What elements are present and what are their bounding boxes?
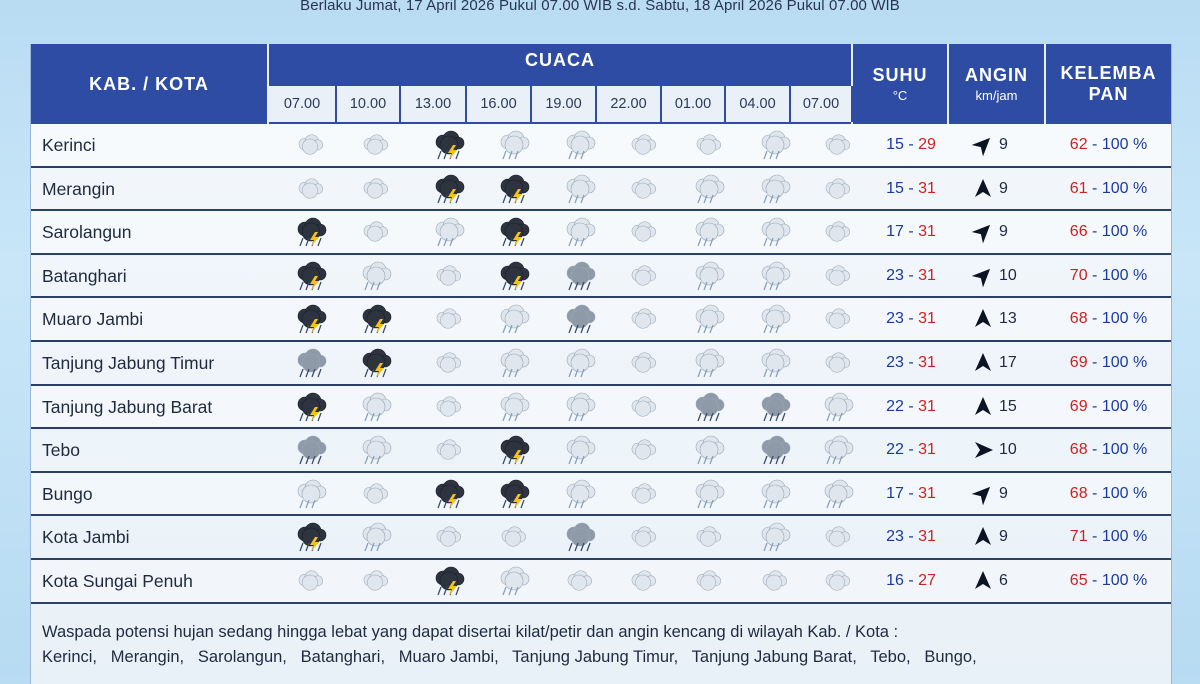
rain-icon bbox=[689, 347, 729, 379]
wind-speed: 17 bbox=[999, 354, 1017, 371]
wind-cell bbox=[949, 429, 1049, 471]
rain-icon bbox=[689, 173, 729, 205]
cloud-icon bbox=[689, 565, 729, 597]
rain-icon bbox=[689, 391, 729, 423]
table-row bbox=[31, 255, 1171, 299]
cloud-icon bbox=[624, 129, 664, 161]
wind-direction-icon bbox=[971, 133, 995, 157]
rain-icon bbox=[560, 521, 600, 553]
rain-icon bbox=[291, 434, 331, 466]
rain-icon bbox=[494, 565, 534, 597]
temp-max: 31 bbox=[918, 266, 936, 284]
rain-icon bbox=[755, 391, 795, 423]
city-name: Tebo bbox=[42, 440, 80, 461]
city-name: Bungo bbox=[42, 483, 93, 504]
cloud-icon bbox=[291, 173, 331, 205]
humidity-max: - 100 % bbox=[1087, 572, 1148, 589]
humidity-min: 69 bbox=[1069, 354, 1088, 371]
temp-min: 23 bbox=[886, 266, 904, 284]
rain-icon bbox=[755, 216, 795, 248]
temp-min: 22 bbox=[886, 397, 904, 415]
humidity-max: - 100 % bbox=[1087, 266, 1148, 284]
humidity-range bbox=[1046, 124, 1171, 166]
temp-separator: - bbox=[903, 528, 919, 546]
temp-separator: - bbox=[903, 223, 919, 241]
wind-direction-icon bbox=[971, 307, 995, 331]
rain-icon bbox=[689, 260, 729, 292]
cloud-icon bbox=[429, 434, 469, 466]
rain-icon bbox=[560, 434, 600, 466]
temp-max: 31 bbox=[918, 397, 936, 415]
cloud-icon bbox=[356, 216, 396, 248]
humidity-max: - 100 % bbox=[1087, 528, 1148, 546]
temp-max: 31 bbox=[918, 484, 936, 502]
temp-max: 27 bbox=[918, 572, 936, 589]
humidity-max: - 100 % bbox=[1087, 310, 1148, 328]
cloud-icon bbox=[624, 478, 664, 510]
rain-icon bbox=[689, 434, 729, 466]
rain-icon bbox=[689, 216, 729, 248]
wind-speed: 9 bbox=[999, 179, 1008, 197]
table-row bbox=[31, 124, 1171, 168]
rain-icon bbox=[560, 216, 600, 248]
wind-speed: 13 bbox=[999, 310, 1017, 328]
wind-cell bbox=[949, 168, 1049, 210]
temp-min: 17 bbox=[886, 484, 904, 502]
thunderstorm-icon bbox=[429, 129, 469, 161]
city-name: Kota Jambi bbox=[42, 527, 130, 548]
header-angin bbox=[949, 44, 1046, 124]
cloud-icon bbox=[624, 434, 664, 466]
time-slot: 10.00 bbox=[337, 86, 401, 122]
city-name: Batanghari bbox=[42, 265, 127, 286]
thunderstorm-icon bbox=[429, 565, 469, 597]
wind-speed: 10 bbox=[999, 266, 1017, 284]
temp-separator: - bbox=[903, 266, 919, 284]
humidity-max: - 100 % bbox=[1087, 223, 1148, 241]
time-slot: 19.00 bbox=[532, 86, 597, 122]
cloud-icon bbox=[356, 173, 396, 205]
temp-min: 17 bbox=[886, 223, 904, 241]
humidity-min: 68 bbox=[1069, 484, 1088, 502]
temp-separator: - bbox=[903, 397, 919, 415]
cloud-icon bbox=[429, 391, 469, 423]
header-kelembapan-line2: PAN bbox=[1088, 84, 1129, 104]
cloud-icon bbox=[624, 260, 664, 292]
wind-cell bbox=[949, 516, 1049, 558]
thunderstorm-icon bbox=[494, 216, 534, 248]
rain-icon bbox=[560, 347, 600, 379]
thunderstorm-icon bbox=[356, 347, 396, 379]
rain-icon bbox=[755, 521, 795, 553]
rain-icon bbox=[560, 129, 600, 161]
humidity-max: - 100 % bbox=[1087, 397, 1148, 415]
table-row bbox=[31, 429, 1171, 473]
humidity-min: 68 bbox=[1069, 310, 1088, 328]
wind-speed: 9 bbox=[999, 223, 1008, 241]
temp-separator: - bbox=[903, 572, 919, 589]
wind-speed: 15 bbox=[999, 397, 1017, 415]
rain-icon bbox=[560, 303, 600, 335]
table-row bbox=[31, 298, 1171, 342]
rain-icon bbox=[689, 478, 729, 510]
humidity-range bbox=[1046, 342, 1171, 384]
temp-min: 23 bbox=[886, 310, 904, 328]
temp-max: 31 bbox=[918, 441, 936, 459]
wind-cell bbox=[949, 386, 1049, 428]
rain-icon bbox=[560, 478, 600, 510]
thunderstorm-icon bbox=[494, 434, 534, 466]
thunderstorm-icon bbox=[291, 303, 331, 335]
cloud-icon bbox=[689, 129, 729, 161]
time-slot: 16.00 bbox=[467, 86, 532, 122]
cloud-icon bbox=[429, 521, 469, 553]
rain-icon bbox=[755, 478, 795, 510]
cloud-icon bbox=[624, 521, 664, 553]
wind-direction-icon bbox=[971, 482, 995, 506]
humidity-range bbox=[1046, 211, 1171, 253]
humidity-min: 68 bbox=[1069, 441, 1088, 459]
time-strip bbox=[269, 86, 851, 122]
city-name: Merangin bbox=[42, 178, 115, 199]
wind-direction-icon bbox=[971, 220, 995, 244]
wind-cell bbox=[949, 560, 1049, 602]
thunderstorm-icon bbox=[494, 173, 534, 205]
temp-max: 31 bbox=[918, 179, 936, 197]
temp-separator: - bbox=[903, 136, 919, 153]
cloud-icon bbox=[689, 521, 729, 553]
humidity-max: - 100 % bbox=[1087, 484, 1148, 502]
wind-direction-icon bbox=[971, 438, 995, 462]
humidity-min: 61 bbox=[1069, 179, 1088, 197]
cloud-icon bbox=[291, 129, 331, 161]
thunderstorm-icon bbox=[494, 260, 534, 292]
time-slot: 01.00 bbox=[662, 86, 726, 122]
thunderstorm-icon bbox=[429, 173, 469, 205]
wind-direction-icon bbox=[971, 351, 995, 375]
temp-separator: - bbox=[903, 484, 919, 502]
thunderstorm-icon bbox=[356, 303, 396, 335]
header-suhu-label: SUHU bbox=[872, 65, 928, 85]
rain-icon bbox=[494, 391, 534, 423]
cloud-icon bbox=[624, 391, 664, 423]
rain-icon bbox=[494, 129, 534, 161]
wind-cell bbox=[949, 473, 1049, 515]
rain-icon bbox=[356, 260, 396, 292]
cloud-icon bbox=[494, 521, 534, 553]
cloud-icon bbox=[356, 478, 396, 510]
city-name: Muaro Jambi bbox=[42, 309, 144, 330]
city-name: Tanjung Jabung Barat bbox=[42, 396, 213, 417]
temp-separator: - bbox=[903, 354, 919, 371]
rain-icon bbox=[755, 129, 795, 161]
validity-period: Berlaku Jumat, 17 April 2026 Pukul 07.00 WIB s.d. Sabtu, 18 April 2026 Pukul 07.00 WIB bbox=[300, 0, 900, 14]
temp-max: 31 bbox=[918, 354, 936, 371]
thunderstorm-icon bbox=[291, 216, 331, 248]
cloud-icon bbox=[356, 565, 396, 597]
rain-icon bbox=[356, 391, 396, 423]
humidity-max: - 100 % bbox=[1087, 354, 1148, 371]
warning-line-1: Waspada potensi hujan sedang hingga lebat yang dapat disertai kilat/petir dan angin kencang di wilayah Kab. / Kota : bbox=[42, 623, 899, 641]
header-city bbox=[31, 44, 269, 124]
humidity-max: - 100 % bbox=[1087, 179, 1148, 197]
rain-icon bbox=[356, 434, 396, 466]
time-slot: 13.00 bbox=[401, 86, 467, 122]
cloud-icon bbox=[624, 347, 664, 379]
cloud-icon bbox=[755, 565, 795, 597]
table-row bbox=[31, 560, 1171, 604]
thunderstorm-icon bbox=[291, 391, 331, 423]
rain-icon bbox=[689, 303, 729, 335]
wind-speed: 9 bbox=[999, 136, 1008, 153]
wind-direction-icon bbox=[971, 177, 995, 201]
rain-icon bbox=[494, 303, 534, 335]
humidity-range bbox=[1046, 168, 1171, 210]
wind-direction-icon bbox=[971, 525, 995, 549]
warning-note bbox=[42, 620, 1162, 670]
header-suhu bbox=[853, 44, 949, 124]
time-slot: 22.00 bbox=[597, 86, 662, 122]
temp-separator: - bbox=[903, 310, 919, 328]
temp-max: 31 bbox=[918, 223, 936, 241]
thunderstorm-icon bbox=[429, 478, 469, 510]
humidity-min: 65 bbox=[1069, 572, 1088, 589]
humidity-max: - 100 % bbox=[1087, 441, 1148, 459]
wind-direction-icon bbox=[971, 569, 995, 593]
city-name: Kota Sungai Penuh bbox=[42, 571, 193, 591]
time-slot: 07.00 bbox=[269, 86, 337, 122]
cloud-icon bbox=[429, 303, 469, 335]
cloud-icon bbox=[429, 260, 469, 292]
rain-icon bbox=[755, 347, 795, 379]
humidity-range bbox=[1046, 516, 1171, 558]
cloud-icon bbox=[624, 173, 664, 205]
thunderstorm-icon bbox=[291, 260, 331, 292]
humidity-min: 66 bbox=[1069, 223, 1088, 241]
cloud-icon bbox=[291, 565, 331, 597]
temp-min: 23 bbox=[886, 528, 904, 546]
temp-max: 31 bbox=[918, 310, 936, 328]
temp-min: 15 bbox=[886, 179, 904, 197]
humidity-range bbox=[1046, 386, 1171, 428]
header-cuaca bbox=[269, 44, 853, 124]
wind-cell bbox=[949, 124, 1049, 166]
rain-icon bbox=[356, 521, 396, 553]
rain-icon bbox=[429, 216, 469, 248]
wind-cell bbox=[949, 255, 1049, 297]
table-row bbox=[31, 473, 1171, 517]
wind-direction-icon bbox=[971, 264, 995, 288]
warning-line-2: Kerinci, Merangin, Sarolangun, Batanghari, Muaro Jambi, Tanjung Jabung Timur, Tanjung Jabung Barat, Tebo, Bungo, bbox=[42, 648, 977, 666]
time-slot: 07.00 bbox=[791, 86, 853, 122]
humidity-min: 69 bbox=[1069, 397, 1088, 415]
wind-speed: 10 bbox=[999, 441, 1017, 459]
header-angin-label: ANGIN bbox=[965, 65, 1028, 85]
humidity-range bbox=[1046, 473, 1171, 515]
rain-icon bbox=[755, 434, 795, 466]
rain-icon bbox=[560, 260, 600, 292]
temp-max: 31 bbox=[918, 528, 936, 546]
temp-max: 29 bbox=[918, 136, 936, 153]
header-suhu-unit: °C bbox=[892, 88, 908, 103]
cloud-icon bbox=[624, 216, 664, 248]
cloud-icon bbox=[624, 303, 664, 335]
table-row bbox=[31, 342, 1171, 386]
temp-min: 23 bbox=[886, 354, 904, 371]
table-row bbox=[31, 168, 1171, 212]
city-name: Sarolangun bbox=[42, 222, 132, 243]
wind-cell bbox=[949, 298, 1049, 340]
temp-min: 16 bbox=[886, 572, 904, 589]
header-cuaca-label: CUACA bbox=[525, 50, 595, 70]
table-row bbox=[31, 211, 1171, 255]
table-row bbox=[31, 516, 1171, 560]
rain-icon bbox=[560, 173, 600, 205]
city-name: Tanjung Jabung Timur bbox=[42, 353, 215, 373]
temp-separator: - bbox=[903, 441, 919, 459]
humidity-min: 70 bbox=[1069, 266, 1088, 284]
cloud-icon bbox=[429, 347, 469, 379]
humidity-min: 71 bbox=[1069, 528, 1088, 546]
header-angin-unit: km/jam bbox=[975, 88, 1018, 103]
rain-icon bbox=[291, 478, 331, 510]
thunderstorm-icon bbox=[494, 478, 534, 510]
wind-cell bbox=[949, 342, 1049, 384]
forecast-table bbox=[30, 44, 1172, 684]
rain-icon bbox=[755, 173, 795, 205]
time-slot: 04.00 bbox=[726, 86, 791, 122]
cloud-icon bbox=[624, 565, 664, 597]
wind-speed: 9 bbox=[999, 484, 1008, 502]
rain-icon bbox=[755, 303, 795, 335]
humidity-range bbox=[1046, 429, 1171, 471]
city-name: Kerinci bbox=[42, 135, 96, 155]
cloud-icon bbox=[356, 129, 396, 161]
humidity-range bbox=[1046, 255, 1171, 297]
rain-icon bbox=[291, 347, 331, 379]
thunderstorm-icon bbox=[291, 521, 331, 553]
cloud-icon bbox=[560, 565, 600, 597]
rain-icon bbox=[755, 260, 795, 292]
rain-icon bbox=[560, 391, 600, 423]
wind-speed: 6 bbox=[999, 572, 1008, 589]
temp-separator: - bbox=[903, 179, 919, 197]
header-kelembapan bbox=[1046, 44, 1171, 124]
header-kelembapan-line1: KELEMBA bbox=[1060, 63, 1157, 83]
wind-cell bbox=[949, 211, 1049, 253]
rain-icon bbox=[494, 347, 534, 379]
header-city-label: KAB. / KOTA bbox=[89, 73, 209, 94]
humidity-min: 62 bbox=[1069, 136, 1088, 153]
temp-min: 15 bbox=[886, 136, 904, 153]
table-row bbox=[31, 386, 1171, 430]
temp-min: 22 bbox=[886, 441, 904, 459]
wind-speed: 9 bbox=[999, 528, 1008, 546]
wind-direction-icon bbox=[971, 395, 995, 419]
humidity-range bbox=[1046, 560, 1171, 602]
humidity-range bbox=[1046, 298, 1171, 340]
humidity-max: - 100 % bbox=[1087, 136, 1148, 153]
